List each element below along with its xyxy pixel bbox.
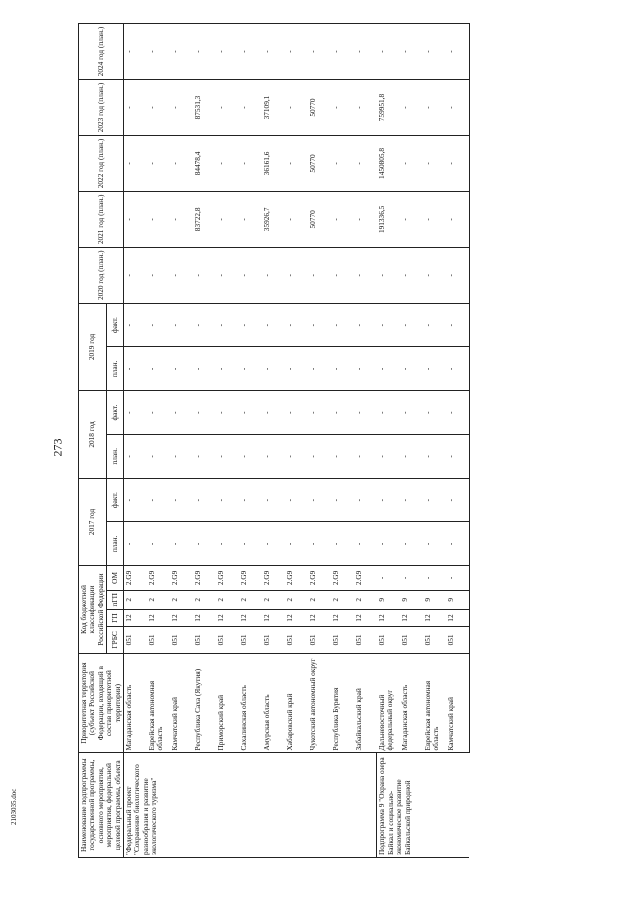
value-cell: - (262, 391, 285, 435)
table-row (446, 24, 470, 858)
value-cell: - (170, 522, 193, 566)
value-cell: - (446, 434, 470, 478)
grbs-cell: 051 (239, 627, 262, 654)
value-cell: - (377, 303, 400, 347)
table-row (423, 24, 446, 858)
grbs-cell: 051 (193, 627, 216, 654)
value-cell: - (285, 191, 308, 247)
gp-cell: 12 (147, 610, 170, 627)
value-cell: - (400, 391, 423, 435)
value-cell: - (262, 522, 285, 566)
value-cell: - (262, 478, 285, 522)
value-cell: - (400, 434, 423, 478)
value-cell: - (331, 478, 354, 522)
value-cell: - (123, 247, 147, 303)
value-cell: - (147, 191, 170, 247)
pgp-cell: 9 (400, 590, 423, 609)
value-cell: - (423, 135, 446, 191)
gp-cell: 12 (400, 610, 423, 627)
value-cell: 759951,8 (377, 80, 400, 136)
value-cell: - (308, 347, 331, 391)
value-cell: - (377, 24, 400, 80)
value-cell: - (216, 347, 239, 391)
value-cell: - (193, 247, 216, 303)
value-cell: - (147, 391, 170, 435)
territory-cell: Хабаровский край (285, 653, 308, 753)
value-cell: - (331, 522, 354, 566)
value-cell: - (193, 24, 216, 80)
table-row (400, 24, 423, 858)
value-cell: - (193, 434, 216, 478)
table-row (170, 24, 193, 858)
value-cell: 1450805,8 (377, 135, 400, 191)
value-cell: - (147, 434, 170, 478)
value-cell: - (331, 24, 354, 80)
value-cell: - (423, 247, 446, 303)
om-cell: 2.G9 (308, 566, 331, 590)
territory-cell: Амурская область (262, 653, 285, 753)
header-2023: 2023 год (план.) (79, 80, 124, 136)
value-cell: - (377, 247, 400, 303)
value-cell: - (354, 478, 377, 522)
gp-cell: 12 (308, 610, 331, 627)
header-2017-plan: план. (107, 522, 124, 566)
pgp-cell: 2 (123, 590, 147, 609)
value-cell: - (193, 347, 216, 391)
value-cell: - (216, 247, 239, 303)
value-cell: - (285, 347, 308, 391)
value-cell: - (354, 391, 377, 435)
value-cell: - (239, 247, 262, 303)
value-cell: - (123, 303, 147, 347)
pgp-cell: 9 (446, 590, 470, 609)
value-cell: 50770 (308, 135, 331, 191)
value-cell: - (123, 191, 147, 247)
value-cell: - (147, 303, 170, 347)
gp-cell: 12 (170, 610, 193, 627)
value-cell: - (446, 478, 470, 522)
value-cell: - (377, 391, 400, 435)
header-budget-code: Код бюджетной классификации Российской Федерации (79, 566, 107, 654)
value-cell: - (123, 24, 147, 80)
grbs-cell: 051 (216, 627, 239, 654)
value-cell: - (377, 347, 400, 391)
value-cell: - (331, 391, 354, 435)
page-number: 273 (50, 438, 65, 457)
territory-cell: Республика Бурятия (331, 653, 354, 753)
header-2017-fact: факт. (107, 478, 124, 522)
value-cell: - (123, 434, 147, 478)
gp-cell: 12 (123, 610, 147, 627)
value-cell: - (423, 522, 446, 566)
value-cell: - (400, 135, 423, 191)
program-label: "Федеральный проект "Сохранение биологического разнообразия и развитие экологического туризма" (123, 753, 377, 858)
value-cell: - (262, 347, 285, 391)
header-2019: 2019 год (79, 303, 107, 391)
value-cell: - (377, 522, 400, 566)
value-cell: - (423, 303, 446, 347)
header-2019-plan: план. (107, 347, 124, 391)
header-om: ОМ (107, 566, 124, 590)
territory-cell: Камчатский край (446, 653, 470, 753)
value-cell: - (239, 478, 262, 522)
footer-doc-code: 2103035.doc (10, 788, 18, 825)
header-2018-plan: план. (107, 434, 124, 478)
om-cell: 2.G9 (216, 566, 239, 590)
gp-cell: 12 (239, 610, 262, 627)
value-cell: - (239, 24, 262, 80)
pgp-cell: 2 (193, 590, 216, 609)
gp-cell: 12 (216, 610, 239, 627)
territory-cell: Приморский край (216, 653, 239, 753)
value-cell: - (446, 24, 470, 80)
om-cell: 2.G9 (193, 566, 216, 590)
header-pgp: пГП (107, 590, 124, 609)
territory-cell: Еврейская автономная область (147, 653, 170, 753)
value-cell: - (147, 247, 170, 303)
header-2024: 2024 год (план.) (79, 24, 124, 80)
grbs-cell: 051 (400, 627, 423, 654)
header-2022: 2022 год (план.) (79, 135, 124, 191)
om-cell: 2.G9 (354, 566, 377, 590)
value-cell: - (400, 247, 423, 303)
value-cell: - (285, 391, 308, 435)
value-cell: - (423, 191, 446, 247)
value-cell: - (123, 80, 147, 136)
value-cell: - (123, 135, 147, 191)
gp-cell: 12 (377, 610, 400, 627)
value-cell: - (147, 80, 170, 136)
table-row (262, 24, 285, 858)
pgp-cell: 2 (170, 590, 193, 609)
value-cell: - (285, 522, 308, 566)
value-cell: - (262, 24, 285, 80)
value-cell: 87531,3 (193, 80, 216, 136)
value-cell: - (239, 522, 262, 566)
value-cell: - (170, 247, 193, 303)
table-row (354, 24, 377, 858)
gp-cell: 12 (331, 610, 354, 627)
om-cell: - (400, 566, 423, 590)
value-cell: - (331, 434, 354, 478)
value-cell: - (331, 191, 354, 247)
value-cell: - (285, 303, 308, 347)
value-cell: - (170, 303, 193, 347)
territory-cell: Забайкальский край (354, 653, 377, 753)
value-cell: - (446, 303, 470, 347)
value-cell: - (216, 80, 239, 136)
territory-cell: Дальневосточный федеральный округ (377, 653, 400, 753)
table-row (308, 24, 331, 858)
value-cell: - (239, 303, 262, 347)
value-cell: 36161,6 (262, 135, 285, 191)
value-cell: - (239, 391, 262, 435)
value-cell: - (193, 391, 216, 435)
territory-cell: Сахалинская область (239, 653, 262, 753)
value-cell: - (170, 135, 193, 191)
header-2018-fact: факт. (107, 391, 124, 435)
value-cell: - (170, 478, 193, 522)
grbs-cell: 051 (331, 627, 354, 654)
om-cell: - (423, 566, 446, 590)
gp-cell: 12 (446, 610, 470, 627)
value-cell: - (446, 80, 470, 136)
value-cell: - (400, 80, 423, 136)
pgp-cell: 2 (147, 590, 170, 609)
value-cell: - (446, 391, 470, 435)
value-cell: - (423, 80, 446, 136)
value-cell: 50770 (308, 191, 331, 247)
table-row (239, 24, 262, 858)
value-cell: - (123, 347, 147, 391)
value-cell: - (423, 24, 446, 80)
value-cell: - (308, 303, 331, 347)
territory-cell: Чукотский автономный округ (308, 653, 331, 753)
value-cell: - (216, 24, 239, 80)
value-cell: - (193, 522, 216, 566)
value-cell: - (400, 24, 423, 80)
header-2017: 2017 год (79, 478, 107, 566)
pgp-cell: 2 (216, 590, 239, 609)
header-2020: 2020 год (план.) (79, 247, 124, 303)
grbs-cell: 051 (446, 627, 470, 654)
budget-table-sheet (78, 23, 618, 858)
value-cell: - (147, 135, 170, 191)
table-row (377, 24, 400, 858)
territory-cell: Республика Саха (Якутия) (193, 653, 216, 753)
gp-cell: 12 (285, 610, 308, 627)
value-cell: - (170, 24, 193, 80)
value-cell: - (216, 522, 239, 566)
value-cell: - (446, 522, 470, 566)
pgp-cell: 2 (354, 590, 377, 609)
grbs-cell: 051 (354, 627, 377, 654)
table-row (147, 24, 170, 858)
om-cell: 2.G9 (147, 566, 170, 590)
value-cell: - (239, 80, 262, 136)
value-cell: - (331, 135, 354, 191)
value-cell: - (123, 522, 147, 566)
table-row (193, 24, 216, 858)
value-cell: 50770 (308, 80, 331, 136)
value-cell: - (308, 391, 331, 435)
grbs-cell: 051 (308, 627, 331, 654)
value-cell: - (216, 434, 239, 478)
om-cell: - (377, 566, 400, 590)
om-cell: 2.G9 (285, 566, 308, 590)
territory-cell: Магаданская область (123, 653, 147, 753)
header-gp: ГП (107, 610, 124, 627)
value-cell: - (423, 434, 446, 478)
value-cell: - (285, 434, 308, 478)
om-cell: 2.G9 (170, 566, 193, 590)
header-2018: 2018 год (79, 391, 107, 479)
om-cell: 2.G9 (123, 566, 147, 590)
header-2019-fact: факт. (107, 303, 124, 347)
value-cell: - (308, 247, 331, 303)
grbs-cell: 051 (147, 627, 170, 654)
value-cell: - (400, 478, 423, 522)
grbs-cell: 051 (377, 627, 400, 654)
value-cell: - (423, 347, 446, 391)
value-cell: - (216, 135, 239, 191)
budget-table (78, 23, 470, 858)
value-cell: - (400, 522, 423, 566)
table-row (123, 24, 147, 858)
value-cell: - (147, 347, 170, 391)
value-cell: 83722,8 (193, 191, 216, 247)
value-cell: - (216, 303, 239, 347)
header-name: Наименование подпрограммы государственной программы, основного мероприятия, мероприятия, федеральной целевой программы, объекта (79, 753, 124, 858)
value-cell: - (216, 391, 239, 435)
pgp-cell: 2 (331, 590, 354, 609)
value-cell: - (262, 303, 285, 347)
value-cell: - (262, 247, 285, 303)
value-cell: - (354, 434, 377, 478)
value-cell: - (123, 478, 147, 522)
grbs-cell: 051 (170, 627, 193, 654)
grbs-cell: 051 (123, 627, 147, 654)
value-cell: - (331, 247, 354, 303)
om-cell: 2.G9 (331, 566, 354, 590)
territory-cell: Магаданская область (400, 653, 423, 753)
value-cell: - (400, 347, 423, 391)
header-territory: Приоритетная территория (субъект Российской Федерации, входящий в состав приоритетной территории) (79, 653, 124, 753)
value-cell: - (239, 191, 262, 247)
om-cell: 2.G9 (239, 566, 262, 590)
value-cell: - (354, 24, 377, 80)
value-cell: 84478,4 (193, 135, 216, 191)
value-cell: - (170, 80, 193, 136)
grbs-cell: 051 (423, 627, 446, 654)
pgp-cell: 2 (308, 590, 331, 609)
value-cell: - (446, 135, 470, 191)
value-cell: - (285, 80, 308, 136)
om-cell: - (446, 566, 470, 590)
table-header (79, 24, 124, 858)
value-cell: - (147, 478, 170, 522)
value-cell: - (239, 347, 262, 391)
grbs-cell: 051 (285, 627, 308, 654)
value-cell: - (308, 24, 331, 80)
value-cell: - (423, 478, 446, 522)
value-cell: - (446, 347, 470, 391)
value-cell: - (239, 434, 262, 478)
header-2021: 2021 год (план.) (79, 191, 124, 247)
value-cell: - (331, 347, 354, 391)
value-cell: - (170, 391, 193, 435)
value-cell: - (354, 191, 377, 247)
value-cell: - (308, 522, 331, 566)
value-cell: - (147, 24, 170, 80)
value-cell: - (262, 434, 285, 478)
value-cell: - (216, 478, 239, 522)
header-grbs: ГРБС (107, 627, 124, 654)
table-body (123, 24, 469, 858)
value-cell: - (285, 247, 308, 303)
value-cell: - (170, 191, 193, 247)
value-cell: - (123, 391, 147, 435)
value-cell: 35926,7 (262, 191, 285, 247)
value-cell: 37109,1 (262, 80, 285, 136)
program-label: Подпрограмма 9 "Охрана озера Байкал и социально-экономическое развитие Байкальской природной (377, 753, 470, 858)
value-cell: - (354, 347, 377, 391)
value-cell: - (354, 80, 377, 136)
value-cell: - (239, 135, 262, 191)
value-cell: - (170, 347, 193, 391)
value-cell: - (354, 247, 377, 303)
value-cell: - (147, 522, 170, 566)
value-cell: - (193, 303, 216, 347)
pgp-cell: 9 (423, 590, 446, 609)
table-row (285, 24, 308, 858)
value-cell: 191336,5 (377, 191, 400, 247)
pgp-cell: 2 (239, 590, 262, 609)
value-cell: - (400, 191, 423, 247)
value-cell: - (331, 80, 354, 136)
value-cell: - (170, 434, 193, 478)
value-cell: - (446, 247, 470, 303)
gp-cell: 12 (193, 610, 216, 627)
value-cell: - (354, 135, 377, 191)
gp-cell: 12 (423, 610, 446, 627)
value-cell: - (285, 478, 308, 522)
pgp-cell: 9 (377, 590, 400, 609)
value-cell: - (331, 303, 354, 347)
value-cell: - (285, 24, 308, 80)
value-cell: - (354, 303, 377, 347)
value-cell: - (216, 191, 239, 247)
territory-cell: Камчатский край (170, 653, 193, 753)
value-cell: - (285, 135, 308, 191)
value-cell: - (354, 522, 377, 566)
om-cell: 2.G9 (262, 566, 285, 590)
territory-cell: Еврейская автономная область (423, 653, 446, 753)
gp-cell: 12 (354, 610, 377, 627)
value-cell: - (377, 434, 400, 478)
grbs-cell: 051 (262, 627, 285, 654)
value-cell: - (308, 434, 331, 478)
table-row (216, 24, 239, 858)
value-cell: - (400, 303, 423, 347)
value-cell: - (308, 478, 331, 522)
value-cell: - (193, 478, 216, 522)
value-cell: - (446, 191, 470, 247)
value-cell: - (423, 391, 446, 435)
pgp-cell: 2 (285, 590, 308, 609)
pgp-cell: 2 (262, 590, 285, 609)
table-row (331, 24, 354, 858)
value-cell: - (377, 478, 400, 522)
gp-cell: 12 (262, 610, 285, 627)
